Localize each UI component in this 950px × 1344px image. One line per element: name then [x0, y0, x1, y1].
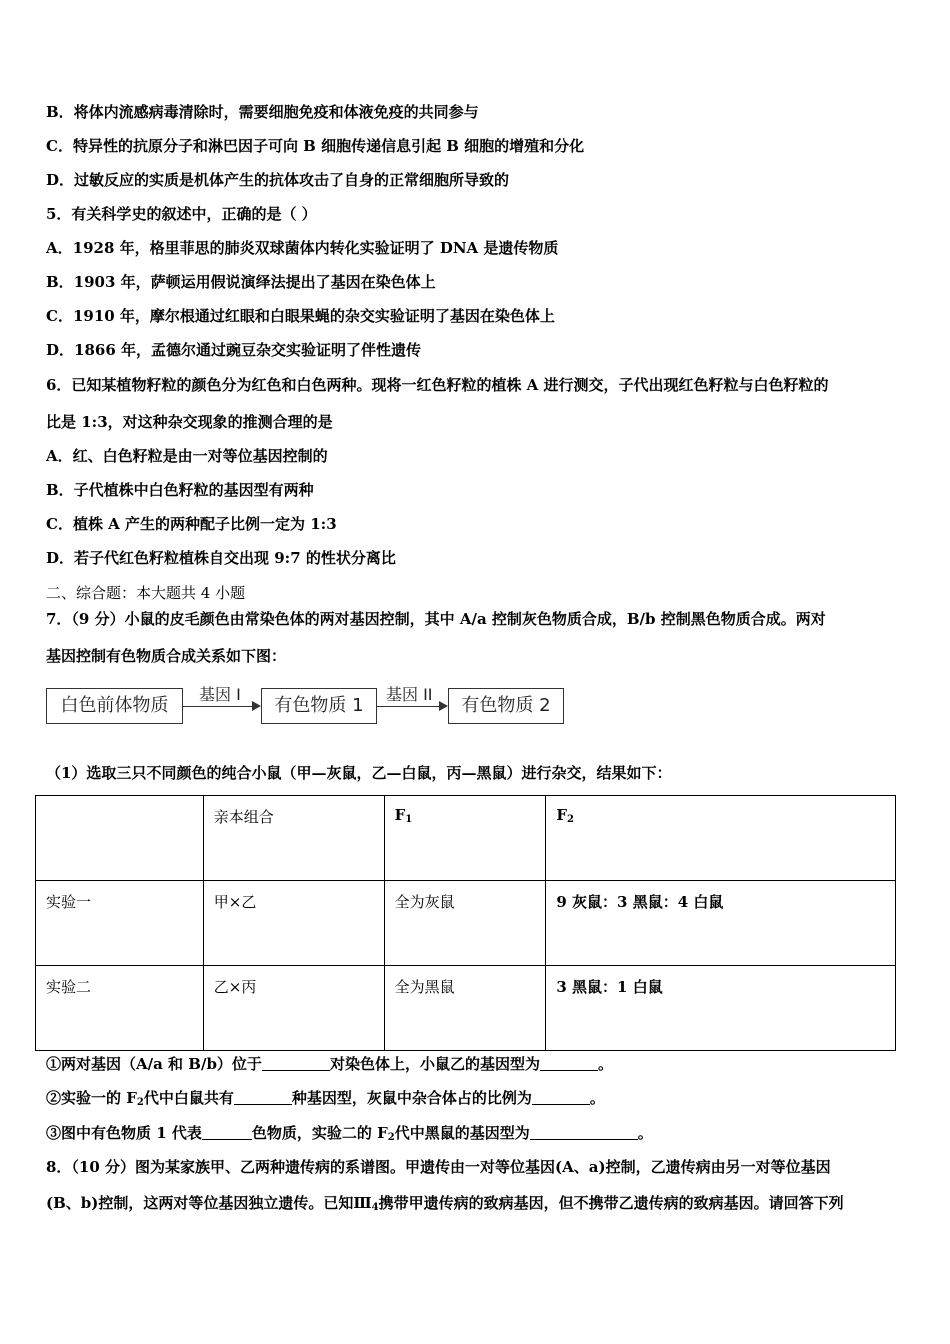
table-header: 亲本组合 — [203, 796, 384, 881]
table-header — [36, 796, 204, 881]
q5-option-a: A．1928 年，格里菲思的肺炎双球菌体内转化实验证明了 DNA 是遗传物质 — [46, 239, 559, 257]
table-row — [36, 881, 896, 966]
q6-stem-2: 比是 1:3，对这种杂交现象的推测合理的是 — [46, 413, 333, 431]
answer-blank[interactable] — [202, 1125, 252, 1140]
table-cell: 3 黑鼠：1 白鼠 — [546, 966, 896, 1051]
q6-stem-1: 6．已知某植物籽粒的颜色分为红色和白色两种。现将一红色籽粒的植株 A 进行测交，子代出现红色籽粒与白色籽粒的 — [46, 376, 829, 394]
q5-option-d: D．1866 年，孟德尔通过豌豆杂交实验证明了伴性遗传 — [46, 341, 421, 359]
flow-label-gene2: 基因 II — [386, 685, 433, 704]
q5-option-b: B．1903 年，萨顿运用假说演绎法提出了基因在染色体上 — [46, 273, 436, 291]
answer-blank[interactable] — [530, 1125, 638, 1140]
flow-arrow-2 — [377, 706, 446, 707]
q5-stem: 5．有关科学史的叙述中，正确的是（ ） — [46, 205, 317, 223]
section-heading: 二、综合题：本大题共 4 小题 — [46, 584, 246, 602]
answer-blank[interactable] — [532, 1090, 590, 1105]
q7-sub3: ③图中有色物质 1 代表 色物质，实验二的 $F_2$代中黑鼠的基因型为 。 — [46, 1124, 653, 1143]
q4-option-d: D．过敏反应的实质是机体产生的抗体攻击了自身的正常细胞所导致的 — [46, 171, 510, 189]
table-header-row — [36, 796, 896, 881]
table-cell: 实验二 — [36, 966, 204, 1051]
q7-part1: （1）选取三只不同颜色的纯合小鼠（甲—灰鼠，乙—白鼠，丙—黑鼠）进行杂交，结果如下： — [46, 764, 672, 782]
q5-option-c: C．1910 年，摩尔根通过红眼和白眼果蝇的杂交实验证明了基因在染色体上 — [46, 307, 555, 325]
q8-line-1: 8．（10 分）图为某家族甲、乙两种遗传病的系谱图。甲遗传由一对等位基因(A、a)控制，乙遗传病由另一对等位基因 — [46, 1158, 831, 1176]
table-cell: 全为灰鼠 — [384, 881, 546, 966]
answer-blank[interactable] — [540, 1056, 598, 1071]
table-row — [36, 966, 896, 1051]
q7-stem-2: 基因控制有色物质合成关系如下图： — [46, 647, 287, 665]
answer-blank[interactable] — [234, 1090, 292, 1105]
flow-arrow-1 — [183, 706, 259, 707]
synthesis-flow-diagram — [44, 684, 584, 730]
q7-stem-1: 7．（9 分）小鼠的皮毛颜色由常染色体的两对基因控制，其中 A/a 控制灰色物质合成，B/b 控制黑色物质合成。两对 — [46, 610, 826, 628]
flow-box-pigment1: 有色物质 1 — [261, 688, 377, 724]
q4-option-b: B．将体内流感病毒清除时，需要细胞免疫和体液免疫的共同参与 — [46, 103, 479, 121]
table-cell: 全为黑鼠 — [384, 966, 546, 1051]
answer-blank[interactable] — [262, 1056, 330, 1071]
table-header: $F_1$ — [384, 796, 546, 881]
q6-option-a: A．红、白色籽粒是由一对等位基因控制的 — [46, 447, 328, 465]
q6-option-c: C．植株 A 产生的两种配子比例一定为 1:3 — [46, 515, 337, 533]
q6-option-d: D．若子代红色籽粒植株自交出现 9:7 的性状分离比 — [46, 549, 396, 567]
flow-box-pigment2: 有色物质 2 — [448, 688, 564, 724]
results-table — [35, 795, 896, 1051]
q8-line-2: (B、b)控制，这两对等位基因独立遗传。已知$Ⅲ_4$携带甲遗传病的致病基因，但不携带乙遗传病的致病基因。请回答下列 — [46, 1194, 844, 1213]
table-header: $F_2$ — [546, 796, 896, 881]
q7-sub1: ①两对基因（A/a 和 B/b）位于 对染色体上，小鼠乙的基因型为 。 — [46, 1055, 613, 1073]
table-cell: 乙×丙 — [203, 966, 384, 1051]
q6-option-b: B．子代植株中白色籽粒的基因型有两种 — [46, 481, 314, 499]
table-cell: 实验一 — [36, 881, 204, 966]
flow-label-gene1: 基因 I — [199, 685, 241, 704]
flow-box-precursor: 白色前体物质 — [46, 688, 183, 724]
q4-option-c: C．特异性的抗原分子和淋巴因子可向 B 细胞传递信息引起 B 细胞的增殖和分化 — [46, 137, 585, 155]
table-cell: 9 灰鼠：3 黑鼠：4 白鼠 — [546, 881, 896, 966]
table-cell: 甲×乙 — [203, 881, 384, 966]
q7-sub2: ②实验一的 $F_2$代中白鼠共有 种基因型，灰鼠中杂合体占的比例为 。 — [46, 1089, 605, 1108]
